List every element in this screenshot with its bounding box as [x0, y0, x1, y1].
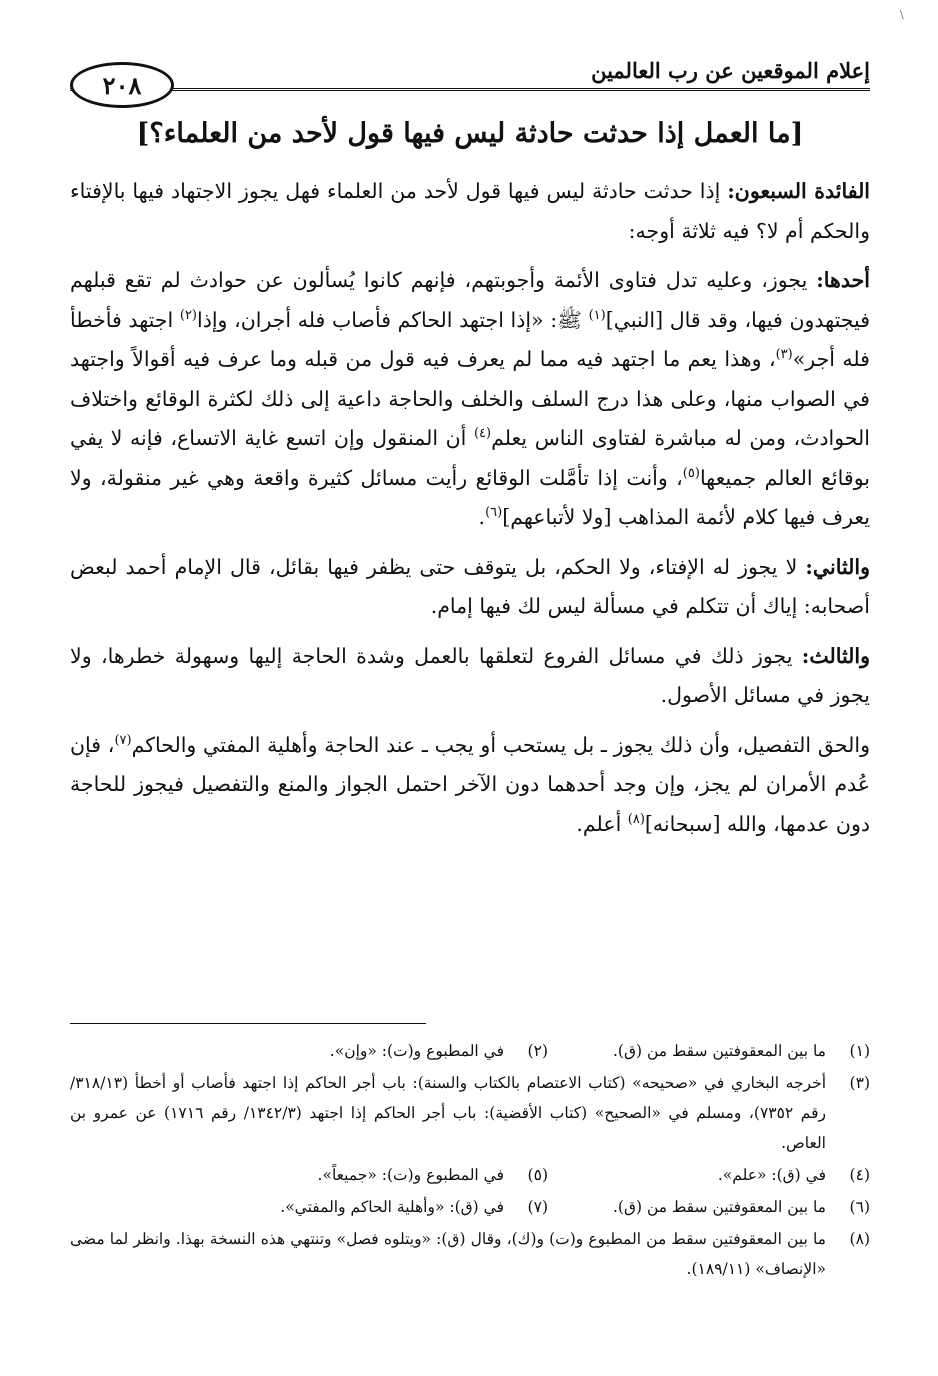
corner-mark: \ — [900, 8, 904, 21]
footnote-3 — [70, 1068, 870, 1158]
footnote-1 — [548, 1036, 870, 1066]
footnote-6 — [548, 1192, 870, 1222]
footnote-ref: (٢) — [179, 307, 197, 323]
paragraph-1 — [70, 172, 870, 251]
footnote-text: أخرجه البخاري في «صحيحه» (كتاب الاعتصام بالكتاب والسنة): باب أجر الحاكم إذا اجتهد فأصاب أو أخطأ (٣١٨/١٣/ رقم ٧٣٥٢)، ومسلم في «الصحيح» (كتاب الأقضية): باب أجر الحاكم إذا اجتهد (١٣٤٢/٣/ رقم ١٧١٦) عن عمرو بن العاص. — [70, 1074, 827, 1152]
footnote-row — [70, 1192, 870, 1222]
paragraph-text: إذا حدثت حادثة ليس فيها قول لأحد من العلماء فهل يجوز الاجتهاد فيها بالإفتاء والحكم أم لا؟ فيه ثلاثة أوجه: — [70, 179, 870, 243]
footnote-row — [70, 1036, 870, 1066]
page-number-badge — [70, 62, 174, 108]
footnote-number: (٦) — [849, 1198, 870, 1216]
book-page — [70, 0, 870, 1376]
footnote-text: في (ق): «علم». — [717, 1166, 826, 1184]
footnote-number: (٤) — [849, 1166, 870, 1184]
footnote-text: في المطبوع و(ت): «وإن». — [329, 1042, 504, 1060]
footnote-text: ما بين المعقوفتين سقط من (ق). — [612, 1198, 826, 1216]
paragraph-text: أعلم. — [576, 811, 628, 836]
footnote-5 — [226, 1160, 548, 1190]
paragraph-text: يجوز، وعليه تدل فتاوى الأئمة وأجوبتهم، فإنهم كانوا يُسألون عن حوادث لم تقع قبلهم فيجتهدون فيها، وقد قال [النبي] — [70, 268, 871, 332]
footnote-4 — [548, 1160, 870, 1190]
footnote-ref: (٨) — [627, 811, 645, 827]
paragraph-3 — [70, 548, 870, 627]
page-number: ٢٠٨ — [102, 70, 142, 100]
footnote-text: في (ق): «وأهلية الحاكم والمفتي». — [280, 1198, 504, 1216]
footnote-ref: (٧) — [114, 732, 132, 748]
section-heading: [ما العمل إذا حدثت حادثة ليس فيها قول لأحد من العلماء؟] — [136, 118, 804, 149]
paragraph-lead: والثاني: — [805, 554, 870, 579]
paragraph-text: ﷺ: «إذا اجتهد الحاكم فأصاب فله أجران، وإذا — [197, 307, 589, 332]
paragraph-text: أن المنقول وإن اتسع غاية الاتساع، فإنه لا يفي بوقائع العالم جميعها — [70, 426, 870, 490]
footnote-text: ما بين المعقوفتين سقط من المطبوع و(ت) و(ك)، وقال (ق): «ويتلوه فصل» وتنتهي هذه النسخة بهذا. وانظر لما مضى «الإنصاف» (١٨٩/١١). — [70, 1230, 826, 1278]
paragraph-text: ، وهذا يعم ما اجتهد فيه مما لم يعرف فيه قول من قبله وما عرف فيه أقوالاً واجتهد في الصواب منها، وعلى هذا درج السلف والخلف والحاجة داعية إلى ذلك لكثرة الوقائع واختلاف الحوادث، ومن له مباشرة لفتاوى الناس يعلم — [70, 347, 870, 450]
footnote-8 — [70, 1224, 870, 1284]
footnote-number: (٢) — [527, 1042, 548, 1060]
page-header — [70, 52, 870, 100]
paragraph-text: ، وأنت إذا تأمَّلت الوقائع رأيت مسائل كثيرة واقعة وهي غير منقولة، ولا يعرف فيها كلام لأئمة المذاهب [ولا لأتباعهم] — [70, 465, 870, 529]
footnote-ref: (٤) — [473, 426, 492, 442]
footnote-number: (٣) — [849, 1074, 870, 1092]
paragraph-lead: الفائدة السبعون: — [727, 179, 871, 203]
footnote-separator — [70, 1023, 426, 1024]
main-text — [70, 172, 870, 854]
paragraph-text: والحق التفصيل، وأن ذلك يجوز ـ بل يستحب أو يجب ـ عند الحاجة وأهلية المفتي والحاكم — [131, 732, 870, 757]
footnote-ref: (١) — [588, 307, 606, 323]
footnote-number: (٧) — [527, 1198, 548, 1216]
footnote-text: ما بين المعقوفتين سقط من (ق). — [612, 1042, 826, 1060]
paragraph-text: . — [478, 505, 486, 529]
footnote-number: (١) — [849, 1042, 870, 1060]
footnotes — [70, 1036, 870, 1286]
footnote-ref: (٥) — [682, 465, 700, 481]
footnote-number: (٨) — [849, 1230, 870, 1248]
paragraph-lead: أحدها: — [816, 268, 870, 292]
paragraph-text: لا يجوز له الإفتاء، ولا الحكم، بل يتوقف حتى يظفر فيها بقائل، قال الإمام أحمد لبعض أصحابه: إياك أن تتكلم في مسألة ليس لك فيها إمام. — [70, 554, 870, 618]
paragraph-text: يجوز ذلك في مسائل الفروع لتعلقها بالعمل وشدة الحاجة إليها وسهولة خطرها، ولا يجوز في مسائل الأصول. — [70, 643, 870, 707]
running-title: إعلام الموقعين عن رب العالمين — [591, 58, 870, 83]
footnote-7 — [226, 1192, 548, 1222]
footnote-ref: (٦) — [485, 505, 503, 521]
paragraph-text: ، فإن عُدم الأمران لم يجز، وإن وجد أحدهما دون الآخر احتمل الجواز والمنع والتفصيل فيجوز للحاجة دون عدمها، والله [سبحانه] — [70, 732, 870, 836]
footnote-row — [70, 1160, 870, 1190]
paragraph-2 — [70, 261, 870, 538]
footnote-number: (٥) — [527, 1166, 548, 1184]
paragraph-text: اجتهد فأخطأ فله أجر» — [70, 307, 870, 371]
footnote-text: في المطبوع و(ت): «جميعاً». — [317, 1166, 504, 1184]
footnote-2 — [226, 1036, 548, 1066]
footnote-ref: (٣) — [775, 347, 793, 363]
header-rule — [70, 88, 870, 91]
paragraph-5 — [70, 726, 870, 845]
paragraph-4 — [70, 637, 870, 716]
paragraph-lead: والثالث: — [801, 643, 870, 668]
